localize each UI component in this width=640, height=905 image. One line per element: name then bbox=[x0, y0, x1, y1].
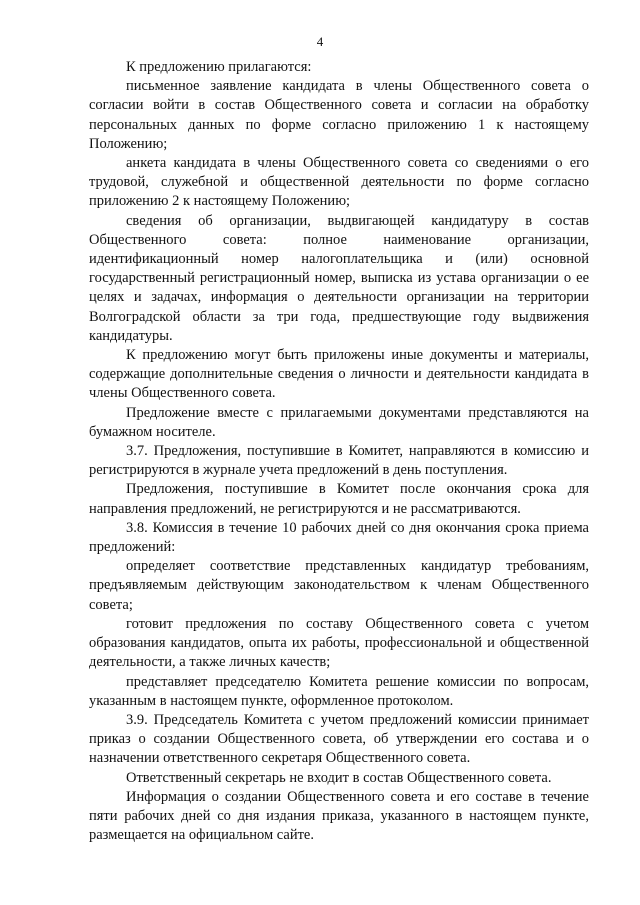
paragraph-organization-info: сведения об организации, выдвигающей кандидатуру в состав Общественного совета: полное наименование организации, идентификационный номер налогоплательщика и (или) основной государственный регистрационный номер, выписка из устава организации о ее целях и задачах, информация о деятельности организации на территории Волгоградской области за три года, предшествующие году выдвижения кандидатуры. bbox=[89, 212, 589, 344]
paragraph-submits-decision: представляет председателю Комитета решение комиссии по вопросам, указанным в настоящем пункте, оформленное протоколом. bbox=[89, 673, 589, 709]
paragraph-attachments-intro: К предложению прилагаются: bbox=[126, 59, 312, 75]
paragraph-candidate-form: анкета кандидата в члены Общественного совета со сведениями о его трудовой, служебной и общественной деятельности по форме согласно приложению 2 к настоящему Положению; bbox=[89, 155, 589, 210]
document-body bbox=[89, 58, 589, 845]
paragraph-written-statement: письменное заявление кандидата в члены Общественного совета о согласии войти в состав Общественного совета и согласии на обработку персональных данных по форме согласно приложению 1 к настоящему Положению; bbox=[89, 78, 589, 152]
paragraph-publication-info: Информация о создании Общественного совета и его составе в течение пяти рабочих дней со дня издания приказа, указанного в настоящем пункте, размещается на официальном сайте. bbox=[89, 788, 589, 844]
paragraph-secretary-note: Ответственный секретарь не входит в состав Общественного совета. bbox=[126, 769, 552, 786]
paragraph-clause-3-7: 3.7. Предложения, поступившие в Комитет, направляются в комиссию и регистрируются в журнале учета предложений в день поступления. bbox=[89, 443, 589, 479]
paragraph-clause-3-8: 3.8. Комиссия в течение 10 рабочих дней со дня окончания срока приема предложений: bbox=[89, 519, 589, 556]
paragraph-determines-compliance: определяет соответствие представленных кандидатур требованиям, предъявляемым действующим законодательством к членам Общественного совета; bbox=[89, 558, 589, 613]
paragraph-prepares-proposals: готовит предложения по составу Общественного совета с учетом образования кандидатов, опыта их работы, профессиональной и общественной деятельности, а также личных качеств; bbox=[89, 615, 589, 671]
paragraph-paper-format: Предложение вместе с прилагаемыми документами представляются на бумажном носителе. bbox=[89, 404, 589, 440]
paragraph-clause-3-9: 3.9. Председатель Комитета с учетом предложений комиссии принимает приказ о создании Общественного совета, об утверждении его состава и о назначении ответственного секретаря Общественного совета. bbox=[89, 711, 589, 767]
paragraph-other-documents: К предложению могут быть приложены иные документы и материалы, содержащие дополнительные сведения о личности и деятельности кандидата в члены Общественного совета. bbox=[89, 347, 589, 402]
page-number: 4 bbox=[316, 34, 324, 49]
paragraph-late-proposals: Предложения, поступившие в Комитет после окончания срока для направления предложений, не регистрируются и не рассматриваются. bbox=[89, 481, 589, 517]
